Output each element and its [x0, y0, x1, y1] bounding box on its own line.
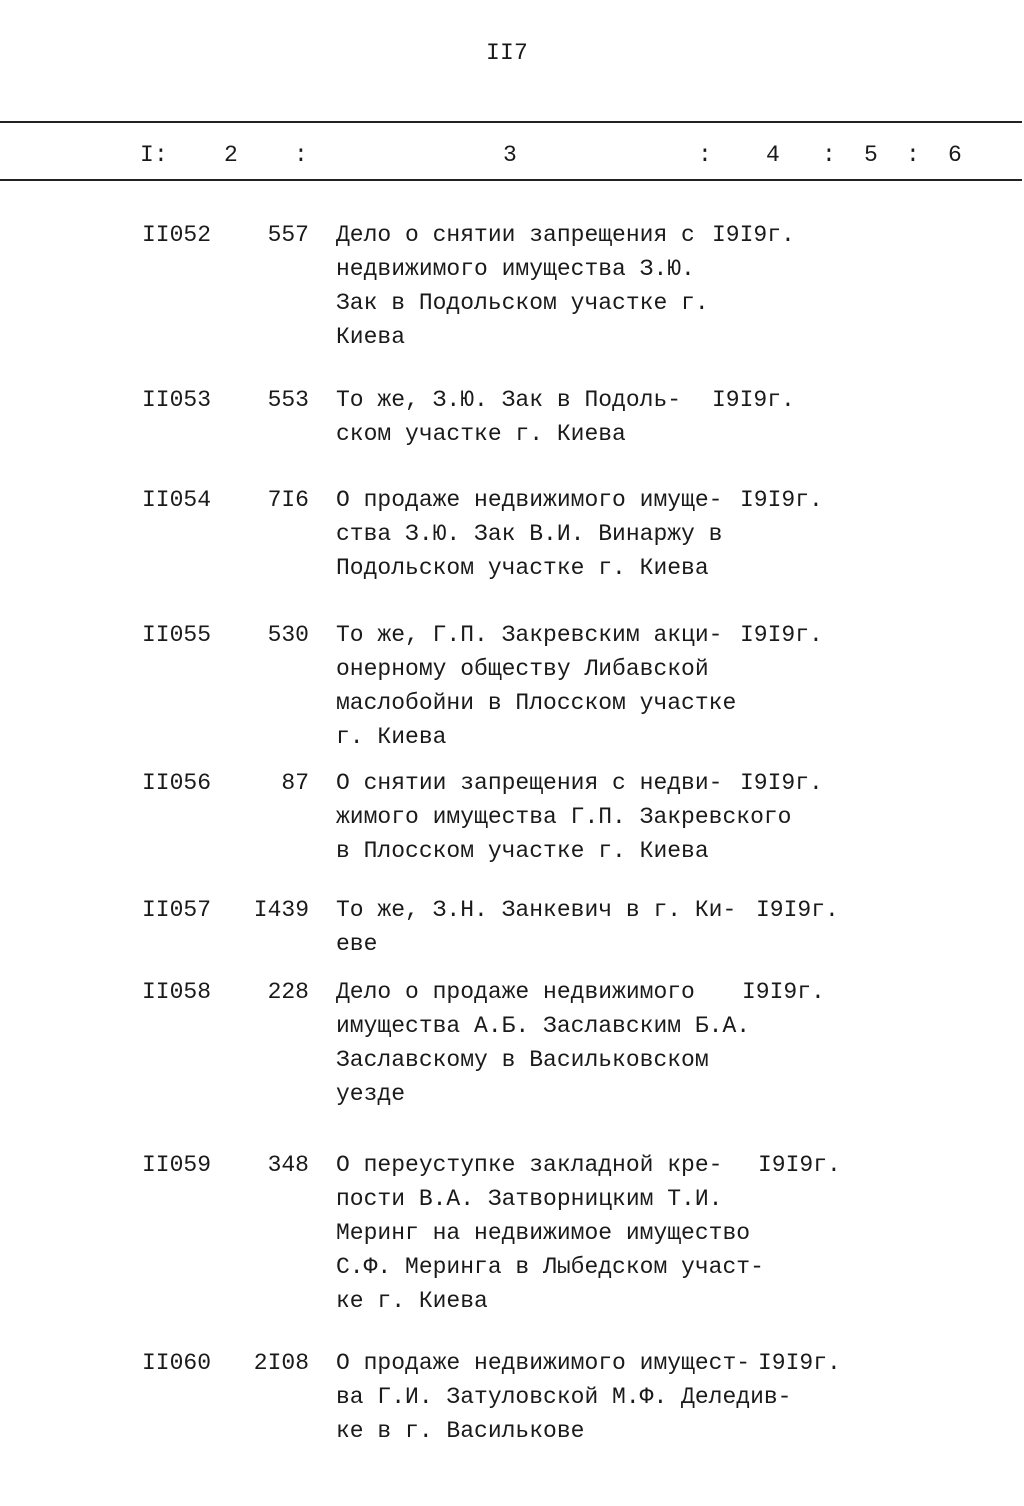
- description-line: О продаже недвижимого имуще-: [336, 487, 723, 513]
- description-line: Зак в Подольском участке г.: [336, 290, 709, 316]
- entry-year: I9I9г.: [742, 979, 825, 1005]
- entry-year: I9I9г.: [740, 622, 823, 648]
- description-line: То же, З.Н. Занкевич в г. Ки-: [336, 897, 737, 923]
- description-line: уезде: [336, 1081, 406, 1107]
- entry-number: II059: [142, 1152, 212, 1178]
- file-code: 2I08: [253, 1350, 309, 1376]
- header-bottom-rule: [0, 179, 1022, 181]
- entry-year: I9I9г.: [758, 1152, 841, 1178]
- description-line: жимого имущества Г.П. Закревского: [336, 804, 792, 830]
- description-line: еве: [336, 931, 378, 957]
- description-line: О снятии запрещения с недви-: [336, 770, 723, 796]
- entry-number: II052: [142, 222, 212, 248]
- description-line: онерному обществу Либавской: [336, 656, 709, 682]
- entry-description: [336, 893, 736, 961]
- description-line: С.Ф. Меринга в Лыбедском участ-: [336, 1254, 764, 1280]
- description-line: Подольском участке г. Киева: [336, 555, 709, 581]
- file-code: 228: [267, 979, 309, 1005]
- entry-number: II058: [142, 979, 212, 1005]
- entry-description: [336, 1346, 791, 1448]
- file-code: 553: [267, 387, 309, 413]
- entry-year: I9I9г.: [712, 387, 795, 413]
- entry-year: I9I9г.: [712, 222, 795, 248]
- file-code: 7I6: [267, 487, 309, 513]
- column-header-5: 5: [864, 142, 879, 168]
- description-line: ке в г. Василькове: [336, 1418, 585, 1444]
- description-line: ва Г.И. Затуловской М.Ф. Деледив-: [336, 1384, 792, 1410]
- entry-number: II060: [142, 1350, 212, 1376]
- file-code: 557: [267, 222, 309, 248]
- entry-description: [336, 383, 681, 451]
- column-header-3: 3: [503, 142, 518, 168]
- description-line: Дело о снятии запрещения с: [336, 222, 695, 248]
- description-line: То же, З.Ю. Зак в Подоль-: [336, 387, 682, 413]
- description-line: То же, Г.П. Закревским акци-: [336, 622, 723, 648]
- description-line: О продаже недвижимого имущест-: [336, 1350, 751, 1376]
- column-separator: :: [822, 142, 837, 168]
- file-code: 87: [281, 770, 309, 796]
- entry-description: [336, 218, 709, 354]
- entry-description: [336, 483, 722, 585]
- entry-year: I9I9г.: [756, 897, 839, 923]
- entry-description: [336, 975, 750, 1111]
- entry-number: II057: [142, 897, 212, 923]
- entry-number: II053: [142, 387, 212, 413]
- description-line: ке г. Киева: [336, 1288, 488, 1314]
- description-line: Меринг на недвижимое имущество: [336, 1220, 751, 1246]
- column-separator: :: [698, 142, 713, 168]
- description-line: пости В.А. Затворницким Т.И.: [336, 1186, 723, 1212]
- header-top-rule: [0, 121, 1022, 123]
- file-code: 530: [267, 622, 309, 648]
- entry-number: II055: [142, 622, 212, 648]
- entry-number: II054: [142, 487, 212, 513]
- column-separator: :: [906, 142, 921, 168]
- entry-description: [336, 766, 791, 868]
- entry-number: II056: [142, 770, 212, 796]
- column-header-1: I:: [140, 142, 169, 168]
- column-header-6: 6: [948, 142, 963, 168]
- entry-year: I9I9г.: [740, 487, 823, 513]
- column-header-2: 2: [224, 142, 239, 168]
- entry-description: [336, 618, 736, 754]
- column-separator: :: [294, 142, 309, 168]
- description-line: маслобойни в Плосском участке: [336, 690, 737, 716]
- description-line: Киева: [336, 324, 406, 350]
- description-line: г. Киева: [336, 724, 447, 750]
- entry-year: I9I9г.: [740, 770, 823, 796]
- column-header-4: 4: [766, 142, 781, 168]
- description-line: ства З.Ю. Зак В.И. Винаржу в: [336, 521, 723, 547]
- file-code: I439: [253, 897, 309, 923]
- description-line: в Плосском участке г. Киева: [336, 838, 709, 864]
- description-line: ском участке г. Киева: [336, 421, 626, 447]
- page-number: II7: [486, 40, 529, 66]
- description-line: Заславскому в Васильковском: [336, 1047, 709, 1073]
- description-line: О переуступке закладной кре-: [336, 1152, 723, 1178]
- entry-description: [336, 1148, 764, 1318]
- description-line: Дело о продаже недвижимого: [336, 979, 695, 1005]
- file-code: 348: [267, 1152, 309, 1178]
- description-line: имущества А.Б. Заславским Б.А.: [336, 1013, 751, 1039]
- description-line: недвижимого имущества З.Ю.: [336, 256, 695, 282]
- entry-year: I9I9г.: [758, 1350, 841, 1376]
